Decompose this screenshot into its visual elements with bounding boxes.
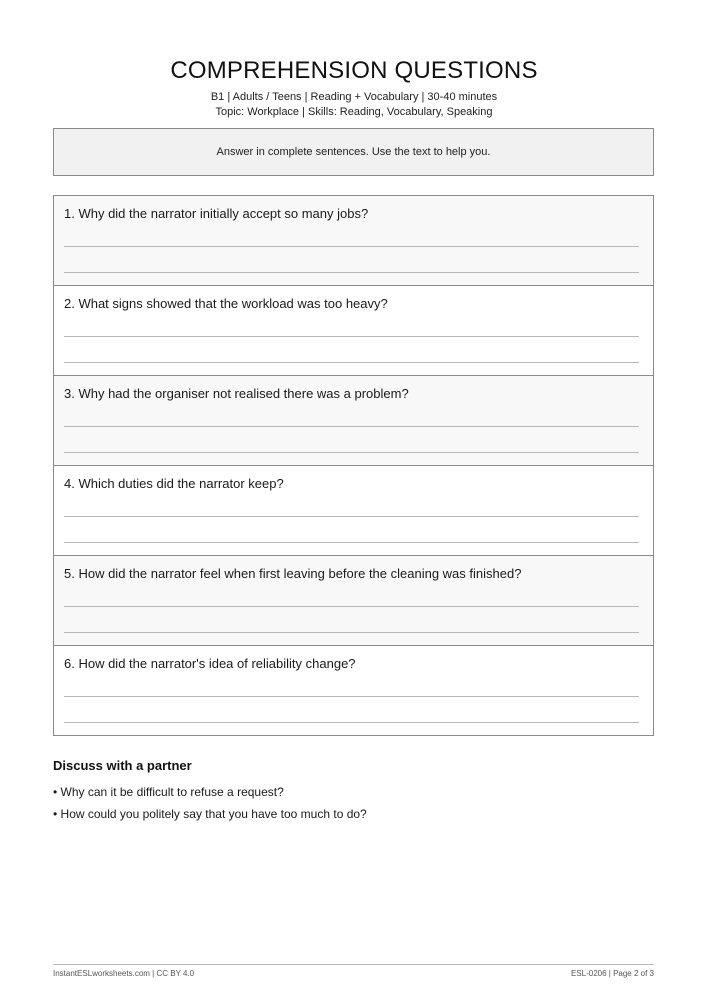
instructions-box <box>53 128 654 176</box>
question-row <box>54 376 653 466</box>
discussion-item: • How could you politely say that you have too much to do? <box>53 807 367 821</box>
answer-line[interactable] <box>64 696 639 697</box>
question-row <box>54 646 653 735</box>
answer-line[interactable] <box>64 246 639 247</box>
footer-divider <box>53 964 654 965</box>
questions-table <box>53 195 654 736</box>
footer-page-number: ESL-0206 | Page 2 of 3 <box>570 969 654 978</box>
instructions-text: Answer in complete sentences. Use the text to help you. <box>216 146 491 158</box>
question-row <box>54 466 653 556</box>
answer-line[interactable] <box>64 362 639 363</box>
answer-line[interactable] <box>64 272 639 273</box>
answer-line[interactable] <box>64 542 639 543</box>
answer-line[interactable] <box>64 452 639 453</box>
question-row <box>54 286 653 376</box>
answer-line[interactable] <box>64 336 639 337</box>
worksheet-topic: Topic: Workplace | Skills: Reading, Vocabulary, Speaking <box>215 106 493 118</box>
answer-line[interactable] <box>64 632 639 633</box>
question-text: 2. What signs showed that the workload was too heavy? <box>64 296 388 311</box>
question-row <box>54 196 653 286</box>
question-text: 3. Why had the organiser not realised there was a problem? <box>64 386 409 401</box>
discussion-item: • Why can it be difficult to refuse a request? <box>53 785 284 799</box>
answer-line[interactable] <box>64 516 639 517</box>
question-text: 6. How did the narrator's idea of reliability change? <box>64 656 356 671</box>
discussion-heading: Discuss with a partner <box>53 758 192 773</box>
answer-line[interactable] <box>64 722 639 723</box>
question-text: 5. How did the narrator feel when first leaving before the cleaning was finished? <box>64 566 522 581</box>
footer-license: InstantESLworksheets.com | CC BY 4.0 <box>53 969 195 978</box>
worksheet-meta: B1 | Adults / Teens | Reading + Vocabulary | 30-40 minutes <box>210 91 498 103</box>
answer-line[interactable] <box>64 426 639 427</box>
question-text: 1. Why did the narrator initially accept so many jobs? <box>64 206 369 221</box>
question-text: 4. Which duties did the narrator keep? <box>64 476 284 491</box>
question-row <box>54 556 653 646</box>
page-title: COMPREHENSION QUESTIONS <box>170 57 538 84</box>
answer-line[interactable] <box>64 606 639 607</box>
